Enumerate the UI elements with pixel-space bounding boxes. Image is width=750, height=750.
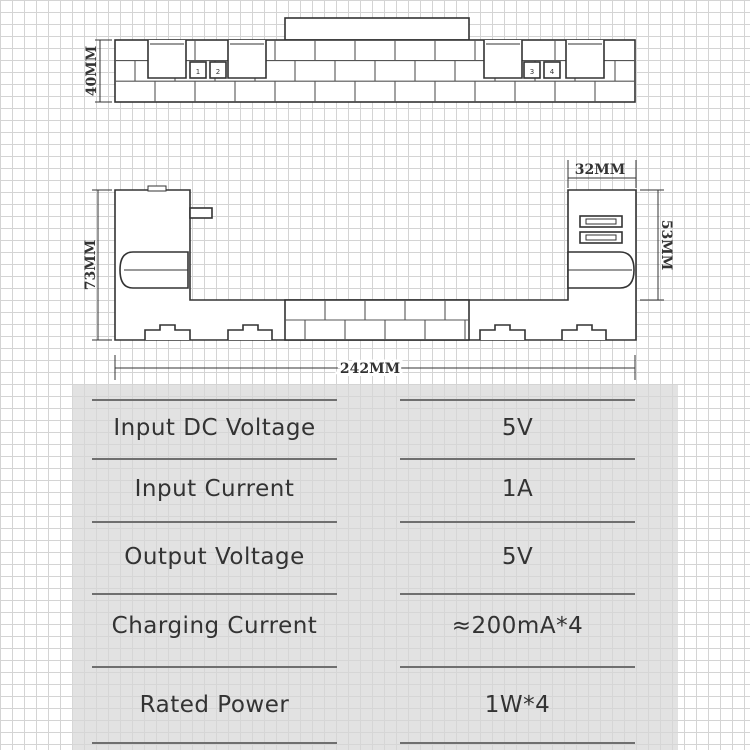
- row-divider: [92, 666, 337, 668]
- row-divider: [92, 742, 337, 744]
- spec-value: 5V: [501, 544, 534, 570]
- slot-label-2: 2: [215, 68, 221, 76]
- spec-value: 5V: [501, 415, 534, 441]
- dimension-label-length: 242MM: [339, 361, 401, 377]
- spec-value: ≈200mA*4: [451, 613, 584, 639]
- slot-label-3: 3: [529, 68, 535, 76]
- front-view: [115, 186, 636, 340]
- spec-row: [72, 527, 678, 587]
- row-divider: [400, 521, 635, 523]
- dimension-label-height-front: 73MM: [83, 239, 99, 291]
- spec-row: [72, 675, 678, 735]
- slot-label-1: 1: [195, 68, 201, 76]
- spec-table: [72, 385, 678, 750]
- spec-value: 1A: [501, 476, 534, 502]
- spec-label: Input DC Voltage: [113, 415, 316, 441]
- dimension-label-width-side: 32MM: [574, 162, 626, 178]
- spec-row: [72, 596, 678, 656]
- row-divider: [400, 742, 635, 744]
- top-view: [115, 18, 635, 102]
- row-divider: [92, 521, 337, 523]
- spec-label: Rated Power: [139, 692, 290, 718]
- row-divider: [400, 666, 635, 668]
- dimension-label-height-side: 53MM: [658, 219, 674, 271]
- slot-label-4: 4: [549, 68, 555, 76]
- spec-value: 1W*4: [484, 692, 551, 718]
- dimension-label-height-top: 40MM: [84, 45, 100, 97]
- spec-row: [72, 398, 678, 458]
- spec-label: Charging Current: [111, 613, 318, 639]
- row-divider: [92, 593, 337, 595]
- spec-label: Output Voltage: [124, 544, 305, 570]
- spec-row: [72, 459, 678, 519]
- spec-label: Input Current: [134, 476, 295, 502]
- row-divider: [400, 593, 635, 595]
